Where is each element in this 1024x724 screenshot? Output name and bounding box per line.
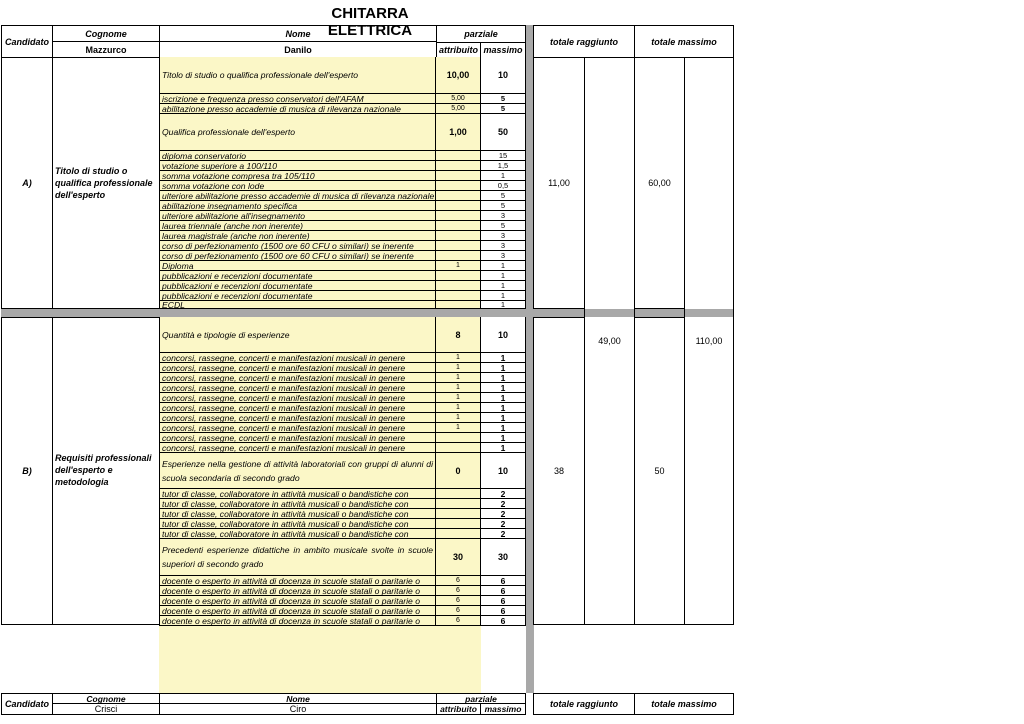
massimo-value: 6 [481, 576, 526, 586]
section-b-subtotal-massimo: 50 [634, 317, 685, 625]
criteria-row [159, 423, 526, 433]
attribuito-value: 1 [436, 261, 481, 271]
criteria-description: concorsi, rassegne, concerti e manifestazioni musicali in genere [159, 363, 436, 373]
massimo-value: 1 [481, 443, 526, 453]
attribuito-value: 8 [436, 317, 481, 353]
massimo-value: 1 [481, 301, 526, 309]
massimo-value: 5 [481, 104, 526, 114]
section-b-criterion [52, 317, 160, 625]
parziale-header: parziale [436, 25, 526, 43]
section-b-rows [159, 317, 526, 625]
criteria-description: concorsi, rassegne, concerti e manifestazioni musicali in genere [159, 383, 436, 393]
attribuito-header: attribuito [436, 42, 481, 58]
footer-candidato-header: Candidato [1, 693, 53, 715]
massimo-value: 1 [481, 433, 526, 443]
criteria-description: pubblicazioni e recenzioni documentate [159, 271, 436, 281]
criteria-row [159, 171, 526, 181]
attribuito-value [436, 231, 481, 241]
grand-total-massimo: 110,00 [684, 57, 734, 625]
attribuito-value [436, 271, 481, 281]
criteria-row [159, 403, 526, 413]
criteria-row [159, 317, 526, 353]
massimo-value: 6 [481, 586, 526, 596]
criteria-row [159, 57, 526, 94]
attribuito-value [436, 221, 481, 231]
criteria-row [159, 353, 526, 363]
massimo-value: 1,5 [481, 161, 526, 171]
massimo-value: 1 [481, 171, 526, 181]
massimo-value: 3 [481, 241, 526, 251]
massimo-value: 2 [481, 489, 526, 499]
massimo-value: 3 [481, 211, 526, 221]
criteria-row [159, 291, 526, 301]
criteria-description: docente o esperto in attività di docenza in scuole statali o paritarie o [159, 606, 436, 616]
attribuito-value [436, 489, 481, 499]
criteria-description: docente o esperto in attività di docenza in scuole statali o paritarie o [159, 576, 436, 586]
criteria-description: corso di perfezionamento (1500 ore 60 CFU o similari) se inerente [159, 241, 436, 251]
criteria-description: diploma conservatorio [159, 151, 436, 161]
nome-value: Danilo [159, 41, 437, 58]
criteria-description: votazione superiore a 100/110 [159, 161, 436, 171]
criteria-row [159, 433, 526, 443]
candidato-header: Candidato [1, 25, 53, 58]
criteria-row [159, 271, 526, 281]
footer-totale-massimo-header: totale massimo [634, 693, 734, 715]
criteria-description: Precedenti esperienze didattiche in ambito musicale svolte in scuole superiori di secondo grado [159, 539, 436, 576]
criteria-description: ulteriore abilitazione all'insegnamento [159, 211, 436, 221]
criteria-row [159, 489, 526, 499]
section-b-criterion-line2: dell'esperto e [55, 465, 113, 475]
criteria-row [159, 231, 526, 241]
attribuito-value [436, 499, 481, 509]
criteria-row [159, 363, 526, 373]
document-title: CHITARRA ELETTRICA [327, 5, 413, 39]
massimo-value: 1 [481, 261, 526, 271]
attribuito-value: 1 [436, 353, 481, 363]
criteria-row [159, 114, 526, 151]
attribuito-value [436, 529, 481, 539]
criteria-description: tutor di classe, collaboratore in attività musicali o bandistiche con [159, 529, 436, 539]
attribuito-value: 5,00 [436, 104, 481, 114]
criteria-description: tutor di classe, collaboratore in attività musicali o bandistiche con [159, 519, 436, 529]
footer-massimo-header: massimo [480, 703, 526, 715]
massimo-value: 10 [481, 317, 526, 353]
massimo-value: 5 [481, 191, 526, 201]
criteria-row [159, 443, 526, 453]
massimo-value: 1 [481, 271, 526, 281]
attribuito-value: 6 [436, 606, 481, 616]
section-b-criterion-line3: metodologia [55, 477, 109, 487]
massimo-value: 1 [481, 281, 526, 291]
attribuito-value [436, 161, 481, 171]
section-a-subtotal-raggiunto: 11,00 [533, 57, 585, 309]
massimo-value: 1 [481, 383, 526, 393]
criteria-row [159, 576, 526, 586]
criteria-description: concorsi, rassegne, concerti e manifestazioni musicali in genere [159, 373, 436, 383]
attribuito-value [436, 241, 481, 251]
criteria-row [159, 104, 526, 114]
massimo-value: 6 [481, 596, 526, 606]
criteria-row [159, 151, 526, 161]
massimo-value: 1 [481, 291, 526, 301]
criteria-description: tutor di classe, collaboratore in attività musicali o bandistiche con [159, 499, 436, 509]
attribuito-value: 6 [436, 576, 481, 586]
attribuito-value [436, 181, 481, 191]
attribuito-value: 1 [436, 403, 481, 413]
criteria-row [159, 453, 526, 489]
section-a-criterion: Titolo di studio o qualifica professionale dell'esperto [52, 57, 160, 309]
section-b-label: B) [1, 317, 53, 625]
criteria-row [159, 181, 526, 191]
criteria-row [159, 539, 526, 576]
attribuito-value [436, 201, 481, 211]
criteria-row [159, 161, 526, 171]
criteria-description: laurea magistrale (anche non inerente) [159, 231, 436, 241]
massimo-value: 0,5 [481, 181, 526, 191]
massimo-value: 3 [481, 251, 526, 261]
criteria-row [159, 499, 526, 509]
attribuito-value: 1 [436, 393, 481, 403]
massimo-value: 2 [481, 509, 526, 519]
criteria-row [159, 373, 526, 383]
attribuito-value: 1 [436, 363, 481, 373]
criteria-description: concorsi, rassegne, concerti e manifestazioni musicali in genere [159, 413, 436, 423]
criteria-row [159, 616, 526, 626]
criteria-description: concorsi, rassegne, concerti e manifestazioni musicali in genere [159, 433, 436, 443]
cognome-value: Mazzurco [52, 41, 160, 58]
section-a-label: A) [1, 57, 53, 309]
totale-raggiunto-header: totale raggiunto [533, 25, 635, 58]
totale-massimo-header: totale massimo [634, 25, 734, 58]
criteria-row [159, 201, 526, 211]
criteria-description: somma votazione compresa tra 105/110 [159, 171, 436, 181]
criteria-description: corso di perfezionamento (1500 ore 60 CFU o similari) se inerente [159, 251, 436, 261]
attribuito-value [436, 301, 481, 309]
attribuito-value: 30 [436, 539, 481, 576]
criteria-description: ulteriore abilitazione presso accademie di musica di rilevanza nazionale [159, 191, 436, 201]
attribuito-value: 5,00 [436, 94, 481, 104]
section-a-rows [159, 57, 526, 309]
massimo-value: 50 [481, 114, 526, 151]
attribuito-value: 1 [436, 383, 481, 393]
attribuito-value: 0 [436, 453, 481, 489]
cognome-header: Cognome [52, 25, 160, 42]
footer-parziale-header: parziale [436, 693, 526, 704]
criteria-row [159, 596, 526, 606]
attribuito-value [436, 433, 481, 443]
criteria-row [159, 509, 526, 519]
massimo-value: 3 [481, 231, 526, 241]
criteria-row [159, 413, 526, 423]
criteria-row [159, 251, 526, 261]
attribuito-value [436, 281, 481, 291]
attribuito-value [436, 519, 481, 529]
massimo-value: 15 [481, 151, 526, 161]
massimo-value: 1 [481, 393, 526, 403]
massimo-value: 5 [481, 201, 526, 211]
criteria-description: laurea triennale (anche non inerente) [159, 221, 436, 231]
criteria-description: concorsi, rassegne, concerti e manifestazioni musicali in genere [159, 443, 436, 453]
massimo-value: 30 [481, 539, 526, 576]
criteria-description: ECDL [159, 301, 436, 309]
criteria-description: abilitazione presso accademie di musica di rilevanza nazionale [159, 104, 436, 114]
criteria-description: pubblicazioni e recenzioni documentate [159, 291, 436, 301]
footer-nome-header: Nome [159, 693, 437, 704]
massimo-value: 2 [481, 499, 526, 509]
attribuito-value: 1,00 [436, 114, 481, 151]
attribuito-value [436, 443, 481, 453]
footer-totale-raggiunto-header: totale raggiunto [533, 693, 635, 715]
criteria-row [159, 281, 526, 291]
criteria-row [159, 241, 526, 251]
attribuito-value: 6 [436, 596, 481, 606]
criteria-description: concorsi, rassegne, concerti e manifestazioni musicali in genere [159, 423, 436, 433]
attribuito-value [436, 211, 481, 221]
section-b-subtotal-raggiunto: 38 [533, 317, 585, 625]
criteria-description: Esperienze nella gestione di attività laboratoriali con gruppi di alunni di scuola secondaria di secondo grado [159, 453, 436, 489]
footer-cognome-header: Cognome [52, 693, 160, 704]
criteria-description: pubblicazioni e recenzioni documentate [159, 281, 436, 291]
criteria-description: docente o esperto in attività di docenza in scuole statali o paritarie o [159, 596, 436, 606]
criteria-description: concorsi, rassegne, concerti e manifestazioni musicali in genere [159, 393, 436, 403]
attribuito-value: 6 [436, 586, 481, 596]
massimo-value: 6 [481, 606, 526, 616]
attribuito-value [436, 291, 481, 301]
grand-total-raggiunto: 49,00 [584, 57, 635, 625]
attribuito-value: 10,00 [436, 57, 481, 94]
massimo-value: 1 [481, 363, 526, 373]
massimo-value: 10 [481, 453, 526, 489]
criteria-row [159, 211, 526, 221]
criteria-description: Qualifica professionale dell'esperto [159, 114, 436, 151]
criteria-row [159, 191, 526, 201]
criteria-description: Titolo di studio o qualifica professionale dell'esperto [159, 57, 436, 94]
massimo-value: 10 [481, 57, 526, 94]
section-a-subtotal-massimo: 60,00 [634, 57, 685, 309]
attribuito-value [436, 251, 481, 261]
massimo-value: 6 [481, 616, 526, 626]
footer-attribuito-header: attribuito [436, 703, 481, 715]
criteria-description: tutor di classe, collaboratore in attività musicali o bandistiche con [159, 509, 436, 519]
criteria-description: Quantità e tipologie di esperienze [159, 317, 436, 353]
footer-cognome-value: Crisci [52, 703, 160, 715]
criteria-description: docente o esperto in attività di docenza in scuole statali o paritarie o [159, 616, 436, 626]
criteria-row [159, 383, 526, 393]
criteria-row [159, 221, 526, 231]
attribuito-value [436, 151, 481, 161]
criteria-row [159, 393, 526, 403]
massimo-value: 1 [481, 353, 526, 363]
massimo-value: 5 [481, 94, 526, 104]
criteria-description: somma votazione con lode [159, 181, 436, 191]
massimo-value: 2 [481, 519, 526, 529]
criteria-row [159, 301, 526, 309]
attribuito-value [436, 171, 481, 181]
criteria-row [159, 261, 526, 271]
attribuito-value: 1 [436, 413, 481, 423]
massimo-value: 5 [481, 221, 526, 231]
attribuito-value: 1 [436, 373, 481, 383]
criteria-description: iscrizione e frequenza presso conservatori dell'AFAM [159, 94, 436, 104]
attribuito-value: 1 [436, 423, 481, 433]
massimo-value: 2 [481, 529, 526, 539]
criteria-row [159, 606, 526, 616]
criteria-description: concorsi, rassegne, concerti e manifestazioni musicali in genere [159, 353, 436, 363]
massimo-value: 1 [481, 413, 526, 423]
attribuito-value [436, 191, 481, 201]
nome-header: Nome [159, 25, 437, 42]
massimo-value: 1 [481, 373, 526, 383]
criteria-description: tutor di classe, collaboratore in attività musicali o bandistiche con [159, 489, 436, 499]
massimo-value: 1 [481, 403, 526, 413]
massimo-header: massimo [480, 42, 526, 58]
attribuito-value: 6 [436, 616, 481, 626]
criteria-row [159, 586, 526, 596]
criteria-description: abilitazione insegnamento specifica [159, 201, 436, 211]
criteria-row [159, 94, 526, 104]
massimo-value: 1 [481, 423, 526, 433]
criteria-row [159, 519, 526, 529]
section-b-criterion-line1: Requisiti professionali [55, 453, 152, 463]
criteria-description: concorsi, rassegne, concerti e manifestazioni musicali in genere [159, 403, 436, 413]
footer-nome-value: Ciro [159, 703, 437, 715]
criteria-description: Diploma [159, 261, 436, 271]
attribuito-value [436, 509, 481, 519]
criteria-row [159, 529, 526, 539]
criteria-description: docente o esperto in attività di docenza in scuole statali o paritarie o [159, 586, 436, 596]
